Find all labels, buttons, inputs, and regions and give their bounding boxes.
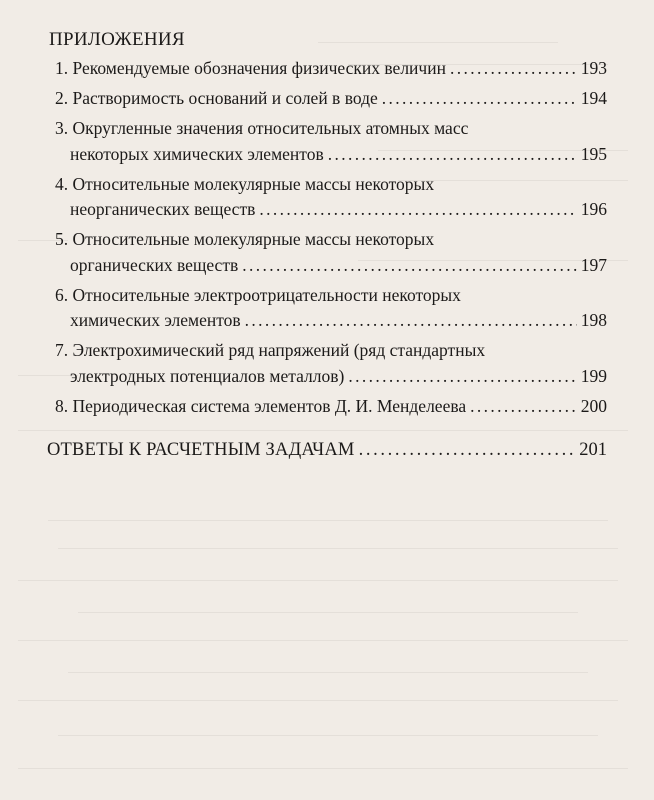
toc-entry-line bbox=[55, 142, 607, 168]
toc-entry-line bbox=[55, 308, 607, 334]
toc-entry[interactable] bbox=[47, 394, 607, 420]
toc-entry-text: химических элементов bbox=[70, 310, 241, 330]
toc-entry[interactable] bbox=[47, 116, 607, 167]
toc-entry-title bbox=[55, 308, 241, 334]
toc-entry[interactable] bbox=[47, 86, 607, 112]
toc-entry-text: органических веществ bbox=[70, 254, 239, 275]
table-of-contents-page bbox=[47, 28, 607, 463]
toc-entry-text: Растворимость оснований и солей в воде bbox=[72, 88, 378, 108]
toc-entry[interactable] bbox=[47, 283, 607, 334]
toc-entry-line bbox=[55, 253, 607, 279]
toc-entry-page-number: 200 bbox=[580, 395, 607, 416]
toc-entry-number: 1. bbox=[55, 58, 69, 78]
toc-entry-title bbox=[55, 116, 468, 142]
toc-entry-line bbox=[55, 338, 607, 364]
toc-entry-text: Рекомендуемые обозначения физических величин bbox=[72, 58, 446, 78]
toc-entry[interactable] bbox=[47, 172, 607, 223]
toc-entry-line bbox=[55, 394, 607, 420]
dot-leader bbox=[245, 308, 577, 334]
dot-leader bbox=[348, 364, 576, 390]
answers-entry[interactable] bbox=[47, 437, 607, 463]
toc-entry-title bbox=[55, 56, 446, 82]
toc-entry-title bbox=[55, 253, 238, 279]
toc-entry-line bbox=[55, 283, 607, 309]
toc-entry-page-number: 194 bbox=[580, 88, 607, 108]
toc-entry-line bbox=[55, 197, 607, 223]
toc-entry-page-number: 198 bbox=[580, 310, 607, 330]
toc-entry-page-number: 195 bbox=[580, 143, 607, 164]
dot-leader bbox=[328, 142, 577, 168]
toc-entry-page-number: 199 bbox=[580, 365, 607, 386]
toc-entry-title bbox=[55, 197, 255, 223]
toc-entry-text: электродных потенциалов металлов) bbox=[70, 365, 345, 386]
toc-entry-title bbox=[55, 86, 378, 112]
toc-entry-text: Относительные молекулярные массы некоторых bbox=[72, 173, 435, 194]
toc-entry-number: 2. bbox=[55, 88, 69, 108]
toc-entry-line bbox=[55, 172, 607, 198]
dot-leader bbox=[259, 197, 576, 223]
toc-entry-text: Электрохимический ряд напряжений (ряд стандартных bbox=[72, 340, 486, 360]
toc-entry-line bbox=[55, 86, 607, 112]
toc-entry-line bbox=[55, 56, 607, 82]
answers-page-number: 201 bbox=[579, 440, 607, 460]
dot-leader bbox=[470, 394, 577, 420]
toc-entry[interactable] bbox=[47, 338, 607, 389]
toc-entry-title bbox=[55, 338, 485, 364]
appendix-list bbox=[47, 56, 607, 419]
toc-entry[interactable] bbox=[47, 227, 607, 278]
toc-entry-text: некоторых химических элементов bbox=[70, 143, 324, 164]
toc-entry-line bbox=[55, 116, 607, 142]
toc-entry-page-number: 193 bbox=[580, 58, 607, 78]
toc-entry-number: 7. bbox=[55, 340, 69, 360]
toc-entry-text: Относительные электроотрицательности некоторых bbox=[72, 284, 461, 305]
toc-entry-line bbox=[55, 227, 607, 253]
dot-leader bbox=[359, 437, 576, 463]
toc-entry-text: Округленные значения относительных атомных масс bbox=[72, 118, 469, 138]
toc-entry-title bbox=[55, 364, 344, 390]
toc-entry-title bbox=[55, 172, 434, 198]
toc-entry-text: Периодическая система элементов Д. И. Менделеева bbox=[72, 395, 467, 416]
toc-entry-title bbox=[55, 142, 324, 168]
toc-entry-number: 3. bbox=[55, 118, 69, 138]
toc-entry-title bbox=[55, 283, 461, 309]
dot-leader bbox=[242, 253, 577, 279]
toc-entry-title bbox=[55, 394, 466, 420]
toc-entry-title bbox=[55, 227, 434, 253]
dot-leader bbox=[382, 86, 577, 112]
toc-entry-number: 5. bbox=[55, 229, 69, 249]
appendices-heading: ПРИЛОЖЕНИЯ bbox=[49, 29, 185, 50]
toc-entry-text: неорганических веществ bbox=[70, 199, 256, 219]
toc-entry-number: 8. bbox=[55, 395, 69, 416]
toc-entry-page-number: 197 bbox=[580, 254, 607, 275]
answers-title: ОТВЕТЫ К РАСЧЕТНЫМ ЗАДАЧАМ bbox=[47, 440, 355, 460]
toc-entry-page-number: 196 bbox=[580, 199, 607, 219]
toc-entry-line bbox=[55, 364, 607, 390]
toc-entry-number: 6. bbox=[55, 284, 69, 305]
toc-entry-text: Относительные молекулярные массы некоторых bbox=[72, 229, 435, 249]
dot-leader bbox=[450, 56, 577, 82]
toc-entry-number: 4. bbox=[55, 173, 69, 194]
toc-entry[interactable] bbox=[47, 56, 607, 82]
